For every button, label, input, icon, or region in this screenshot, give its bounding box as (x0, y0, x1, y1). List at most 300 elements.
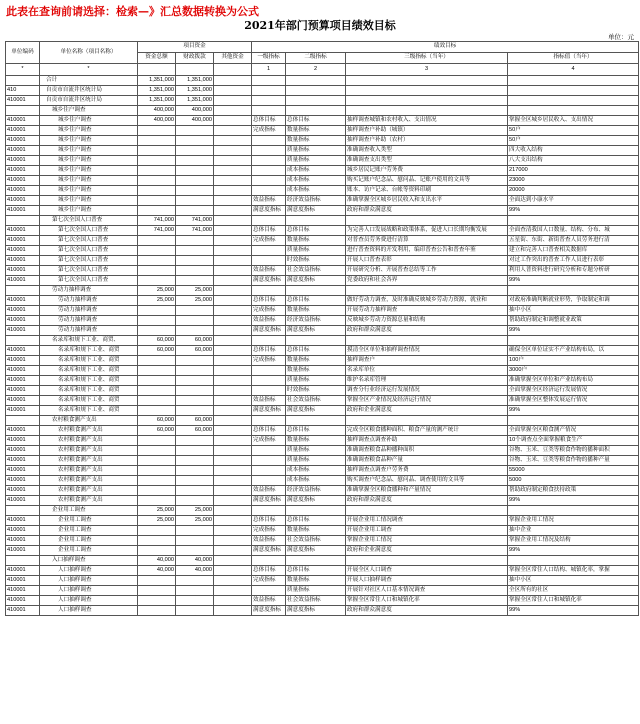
cell-value (508, 86, 639, 96)
cell-level1 (252, 366, 286, 376)
cell-unit-code (6, 506, 40, 516)
cell-unit-code: 410001 (6, 246, 40, 256)
cell-value: 抽中小区 (508, 576, 639, 586)
cell-total-funds (138, 536, 176, 546)
cell-fiscal (176, 536, 214, 546)
cell-other (214, 456, 252, 466)
cell-level2: 质量指标 (286, 246, 346, 256)
cell-unit-code: 410001 (6, 466, 40, 476)
cell-level2: 经济效益指标 (286, 196, 346, 206)
cell-unit-code: 410001 (6, 586, 40, 596)
table-row (6, 556, 639, 566)
cell-level3: 摸清全区单位和抽样调查情况 (346, 346, 508, 356)
cell-level3: 进行普查资料的开发利用，编印普查公告和普查年鉴 (346, 246, 508, 256)
cell-other (214, 326, 252, 336)
cell-value: 利用人普资料进行研究分析和专题分析研 (508, 266, 639, 276)
cell-fiscal (176, 476, 214, 486)
table-row (6, 316, 639, 326)
cell-level1 (252, 136, 286, 146)
cell-unit-name: 城乡住户调查 (40, 136, 138, 146)
cell-unit-code: 410001 (6, 486, 40, 496)
header-level2: 二级指标 (286, 53, 346, 64)
cell-unit-code: 410001 (6, 186, 40, 196)
cell-level1 (252, 286, 286, 296)
table-row (6, 576, 639, 586)
cell-unit-name: 农村粮食测产支出 (40, 446, 138, 456)
cell-other (214, 216, 252, 226)
cell-level1: 效益指标 (252, 196, 286, 206)
cell-unit-code: 410001 (6, 426, 40, 436)
colnum-1: 1 (252, 64, 286, 76)
cell-total-funds (138, 396, 176, 406)
colnum-blank (214, 64, 252, 76)
cell-value: 四大收入结构 (508, 146, 639, 156)
cell-unit-code: 410001 (6, 596, 40, 606)
cell-level2 (286, 506, 346, 516)
cell-unit-code: 410001 (6, 436, 40, 446)
table-row (6, 426, 639, 436)
cell-unit-name: 人口抽样调查 (40, 566, 138, 576)
cell-value: 55000 (508, 466, 639, 476)
cell-other (214, 246, 252, 256)
cell-level2: 社会效益指标 (286, 396, 346, 406)
cell-other (214, 416, 252, 426)
cell-fiscal: 40,000 (176, 556, 214, 566)
cell-value: 217000 (508, 166, 639, 176)
cell-level1 (252, 76, 286, 86)
cell-value: 准确掌握全区单位和产业结构布局 (508, 376, 639, 386)
table-row (6, 136, 639, 146)
cell-unit-name: 劳动力抽样调查 (40, 296, 138, 306)
cell-level1 (252, 556, 286, 566)
colnum-star: * (40, 64, 138, 76)
cell-unit-name: 企业用工调查 (40, 516, 138, 526)
cell-unit-code (6, 336, 40, 346)
cell-level2: 数量指标 (286, 366, 346, 376)
cell-level2: 满意度指标 (286, 406, 346, 416)
header-level1: 一级指标 (252, 53, 286, 64)
cell-unit-name: 城乡住户调查 (40, 166, 138, 176)
cell-unit-name: 城乡住户调查 (40, 186, 138, 196)
table-row (6, 446, 639, 456)
cell-total-funds (138, 546, 176, 556)
cell-value (508, 556, 639, 566)
cell-other (214, 86, 252, 96)
cell-value: 对过工作突出的普查工作人员进行表彰 (508, 256, 639, 266)
cell-total-funds: 741,000 (138, 226, 176, 236)
cell-unit-code: 410001 (6, 266, 40, 276)
cell-unit-name: 合计 (40, 76, 138, 86)
table-row (6, 476, 639, 486)
cell-unit-name: 农村粮食测产支出 (40, 426, 138, 436)
cell-other (214, 316, 252, 326)
cell-level3: 准确调查粮食品种播种面积 (346, 446, 508, 456)
cell-value: 谷物、玉米、豆类等粮食作物的播种产量 (508, 456, 639, 466)
cell-level3 (346, 506, 508, 516)
cell-unit-code: 410001 (6, 446, 40, 456)
cell-unit-name: 第七次全国人口普查 (40, 266, 138, 276)
cell-other (214, 376, 252, 386)
table-row (6, 256, 639, 266)
cell-level3: 抽样调查户 (346, 356, 508, 366)
cell-unit-name: 劳动力抽样调查 (40, 286, 138, 296)
cell-fiscal (176, 186, 214, 196)
cell-level3: 做好劳动力调查，及时准确反映城乡劳动力资源，就业和 (346, 296, 508, 306)
cell-level1 (252, 476, 286, 486)
colnum-star: * (6, 64, 40, 76)
cell-other (214, 336, 252, 346)
cell-unit-name: 农村粮食测产支出 (40, 496, 138, 506)
table-row (6, 516, 639, 526)
cell-total-funds (138, 486, 176, 496)
cell-fiscal (176, 486, 214, 496)
cell-fiscal (176, 126, 214, 136)
cell-total-funds (138, 146, 176, 156)
cell-fiscal: 400,000 (176, 116, 214, 126)
cell-other (214, 156, 252, 166)
cell-level1: 总体目标 (252, 426, 286, 436)
cell-level3: 准确掌握全区城乡居民收入和支出水平 (346, 196, 508, 206)
cell-level1: 总体目标 (252, 516, 286, 526)
cell-total-funds: 741,000 (138, 216, 176, 226)
table-row (6, 216, 639, 226)
cell-level3: 开展研究分析、开展普查总结等工作 (346, 266, 508, 276)
cell-other (214, 356, 252, 366)
cell-level1 (252, 186, 286, 196)
table-row (6, 346, 639, 356)
cell-level3: 反映城乡劳动力资源总量和结构 (346, 316, 508, 326)
table-row (6, 396, 639, 406)
cell-value (508, 76, 639, 86)
cell-unit-code: 410001 (6, 386, 40, 396)
cell-level3: 开展人口普查表彰 (346, 256, 508, 266)
cell-level2: 总体目标 (286, 296, 346, 306)
cell-level3: 政府和群众满意度 (346, 606, 508, 616)
table-row (6, 606, 639, 616)
cell-unit-name: 企业用工调查 (40, 506, 138, 516)
cell-level2: 满意度指标 (286, 606, 346, 616)
cell-value: 建立和完善人口普查相关数据库 (508, 246, 639, 256)
cell-level3: 抽样调查点调查户劳务费 (346, 466, 508, 476)
cell-level2: 数量指标 (286, 306, 346, 316)
cell-total-funds (138, 156, 176, 166)
cell-level3: 为完善人口发展战略和政策体系，促进人口长期均衡发展 (346, 226, 508, 236)
cell-value: 5000 (508, 476, 639, 486)
cell-other (214, 566, 252, 576)
cell-unit-name: 农村粮食测产支出 (40, 476, 138, 486)
cell-total-funds: 400,000 (138, 106, 176, 116)
cell-fiscal (176, 466, 214, 476)
cell-unit-name: 人口抽样调查 (40, 596, 138, 606)
cell-level2: 满意度指标 (286, 206, 346, 216)
cell-value: 99% (508, 276, 639, 286)
cell-unit-name: 企业用工调查 (40, 546, 138, 556)
cell-total-funds (138, 306, 176, 316)
cell-unit-name: 名录库和规下工业、商贸 (40, 406, 138, 416)
cell-total-funds (138, 466, 176, 476)
cell-fiscal: 25,000 (176, 296, 214, 306)
cell-other (214, 346, 252, 356)
cell-level1: 满意度指标 (252, 406, 286, 416)
cell-value: 掌握企业用工情况 (508, 516, 639, 526)
cell-level3: 政府和群众满意度 (346, 326, 508, 336)
table-row (6, 116, 639, 126)
colnum-2: 2 (286, 64, 346, 76)
cell-level3: 政府和群众满意度 (346, 206, 508, 216)
cell-unit-code: 410001 (6, 136, 40, 146)
cell-other (214, 536, 252, 546)
cell-level1 (252, 156, 286, 166)
cell-level1 (252, 376, 286, 386)
cell-level3 (346, 96, 508, 106)
cell-other (214, 106, 252, 116)
cell-other (214, 236, 252, 246)
cell-level1 (252, 216, 286, 226)
cell-level2: 满意度指标 (286, 496, 346, 506)
table-body (6, 76, 639, 616)
cell-total-funds (138, 196, 176, 206)
cell-level3: 开展企业用工情况调查 (346, 516, 508, 526)
cell-level3 (346, 76, 508, 86)
cell-unit-name: 第七次全国人口普查 (40, 216, 138, 226)
cell-level3: 政府和企业满意度 (346, 406, 508, 416)
cell-level2: 满意度指标 (286, 546, 346, 556)
cell-value: 全面掌握全区经济运行发展情况 (508, 386, 639, 396)
cell-level2: 成本指标 (286, 166, 346, 176)
cell-unit-code: 410001 (6, 306, 40, 316)
cell-value: 99% (508, 496, 639, 506)
cell-total-funds (138, 256, 176, 266)
cell-total-funds (138, 446, 176, 456)
cell-level3: 准确调查收入类型 (346, 146, 508, 156)
cell-unit-code: 410001 (6, 96, 40, 106)
cell-level1: 效益指标 (252, 266, 286, 276)
cell-level1: 总体目标 (252, 346, 286, 356)
cell-fiscal: 400,000 (176, 106, 214, 116)
cell-fiscal (176, 576, 214, 586)
cell-level2: 数量指标 (286, 576, 346, 586)
cell-other (214, 466, 252, 476)
cell-total-funds: 25,000 (138, 286, 176, 296)
cell-total-funds: 25,000 (138, 516, 176, 526)
cell-level2: 社会效益指标 (286, 536, 346, 546)
cell-unit-name: 劳动力抽样调查 (40, 316, 138, 326)
cell-total-funds (138, 386, 176, 396)
table-row (6, 296, 639, 306)
cell-unit-code: 410001 (6, 576, 40, 586)
cell-unit-name: 第七次全国人口普查 (40, 236, 138, 246)
cell-level1 (252, 386, 286, 396)
cell-fiscal: 60,000 (176, 336, 214, 346)
cell-unit-code: 410 (6, 86, 40, 96)
cell-value: 对政府准确判断就业形势，争取制定和调 (508, 296, 639, 306)
cell-level2 (286, 556, 346, 566)
cell-total-funds (138, 236, 176, 246)
cell-unit-name: 名录库和规下工业、商贸 (40, 386, 138, 396)
cell-level2: 总体目标 (286, 116, 346, 126)
cell-value: 帮助政府制定和调整就业政策 (508, 316, 639, 326)
cell-other (214, 406, 252, 416)
cell-level1: 效益指标 (252, 486, 286, 496)
cell-level1: 总体目标 (252, 296, 286, 306)
cell-fiscal: 25,000 (176, 286, 214, 296)
cell-level1 (252, 586, 286, 596)
cell-unit-name: 农村粮食测产支出 (40, 416, 138, 426)
colnum-3: 3 (346, 64, 508, 76)
cell-other (214, 576, 252, 586)
table-row (6, 226, 639, 236)
cell-value: 确保全区单位证实不产业结构布局，以 (508, 346, 639, 356)
cell-unit-code: 410001 (6, 366, 40, 376)
table-row (6, 376, 639, 386)
cell-fiscal (176, 606, 214, 616)
cell-fiscal (176, 156, 214, 166)
cell-level3: 开展全区人口调查 (346, 566, 508, 576)
cell-value: 掌握全区城乡居民收入、支出情况 (508, 116, 639, 126)
cell-level1: 完成指标 (252, 306, 286, 316)
cell-level2 (286, 96, 346, 106)
cell-level3: 账本、访户记录、台帐等资料印刷 (346, 186, 508, 196)
cell-level3 (346, 86, 508, 96)
cell-fiscal (176, 316, 214, 326)
cell-total-funds: 40,000 (138, 566, 176, 576)
cell-other (214, 276, 252, 286)
unit-label: 单位：元 (608, 34, 634, 41)
cell-unit-name: 城乡住户调查 (40, 196, 138, 206)
cell-level2: 质量指标 (286, 586, 346, 596)
cell-level1 (252, 176, 286, 186)
cell-unit-code: 410001 (6, 516, 40, 526)
cell-other (214, 186, 252, 196)
cell-value: 八大支出结构 (508, 156, 639, 166)
cell-total-funds (138, 136, 176, 146)
cell-value: 谷物、玉米、豆类等粮食作物的播种面积 (508, 446, 639, 456)
cell-unit-name: 城乡住户调查 (40, 206, 138, 216)
cell-other (214, 586, 252, 596)
cell-level1: 效益指标 (252, 316, 286, 326)
cell-unit-code: 410001 (6, 236, 40, 246)
cell-other (214, 226, 252, 236)
cell-unit-code (6, 416, 40, 426)
cell-unit-code: 410001 (6, 566, 40, 576)
table-row (6, 96, 639, 106)
cell-unit-name: 名录库和规下工业、商贸、 (40, 336, 138, 346)
table-row (6, 196, 639, 206)
table-row (6, 336, 639, 346)
cell-other (214, 126, 252, 136)
table-row (6, 166, 639, 176)
cell-unit-name: 名录库和规下工业、商贸 (40, 346, 138, 356)
cell-fiscal (176, 526, 214, 536)
cell-total-funds (138, 316, 176, 326)
table-row (6, 466, 639, 476)
cell-level2 (286, 336, 346, 346)
table-row (6, 566, 639, 576)
table-row (6, 176, 639, 186)
cell-fiscal (176, 586, 214, 596)
header-unit-code: 单位编码 (6, 42, 40, 64)
cell-level1: 满意度指标 (252, 496, 286, 506)
cell-value: 掌握全区常住人口和城镇化率 (508, 596, 639, 606)
cell-value (508, 106, 639, 116)
cell-level2: 总体目标 (286, 516, 346, 526)
cell-other (214, 396, 252, 406)
cell-level1: 完成指标 (252, 526, 286, 536)
cell-unit-code: 410001 (6, 226, 40, 236)
cell-unit-code (6, 556, 40, 566)
cell-value: 全区所有的社区 (508, 586, 639, 596)
cell-value (508, 96, 639, 106)
cell-value: 抽中企业 (508, 526, 639, 536)
cell-value: 100户 (508, 356, 639, 366)
cell-level3: 开展针对社区人口基本情况调查 (346, 586, 508, 596)
cell-fiscal (176, 546, 214, 556)
cell-unit-name: 城乡住户调查 (40, 126, 138, 136)
cell-fiscal (176, 266, 214, 276)
cell-value: 99% (508, 606, 639, 616)
cell-unit-code: 410001 (6, 256, 40, 266)
cell-total-funds (138, 526, 176, 536)
cell-unit-code: 410001 (6, 166, 40, 176)
cell-unit-name: 名录库和规下工业、商贸 (40, 366, 138, 376)
table-row (6, 596, 639, 606)
cell-level3 (346, 556, 508, 566)
cell-unit-name: 第七次全国人口普查 (40, 256, 138, 266)
cell-level1 (252, 416, 286, 426)
cell-total-funds (138, 586, 176, 596)
cell-other (214, 506, 252, 516)
cell-level2 (286, 76, 346, 86)
cell-value: 99% (508, 206, 639, 216)
table-row (6, 536, 639, 546)
cell-fiscal (176, 246, 214, 256)
cell-level2: 总体目标 (286, 226, 346, 236)
table-row (6, 496, 639, 506)
cell-level3 (346, 106, 508, 116)
cell-total-funds (138, 276, 176, 286)
cell-level2: 满意度指标 (286, 276, 346, 286)
cell-level2: 时效指标 (286, 386, 346, 396)
cell-other (214, 136, 252, 146)
cell-level1: 总体目标 (252, 116, 286, 126)
cell-unit-name: 劳动力抽样调查 (40, 306, 138, 316)
cell-level3 (346, 286, 508, 296)
table-row (6, 286, 639, 296)
cell-level3: 掌握全区常住人口和城镇化率 (346, 596, 508, 606)
cell-level2: 数量指标 (286, 236, 346, 246)
cell-value: 掌握企业用工情况及结构 (508, 536, 639, 546)
cell-unit-name: 人口抽样调查 (40, 606, 138, 616)
cell-unit-name: 入口抽样调查 (40, 556, 138, 566)
cell-total-funds (138, 496, 176, 506)
cell-level3: 政府和企业满意度 (346, 546, 508, 556)
cell-fiscal: 60,000 (176, 346, 214, 356)
cell-unit-code: 410001 (6, 526, 40, 536)
cell-unit-name: 农村粮食测产支出 (40, 436, 138, 446)
table-row (6, 306, 639, 316)
cell-fiscal (176, 596, 214, 606)
cell-value: 50户 (508, 136, 639, 146)
cell-level3: 维护名录库管理 (346, 376, 508, 386)
cell-value: 99% (508, 326, 639, 336)
cell-level2: 成本指标 (286, 466, 346, 476)
cell-level1 (252, 466, 286, 476)
cell-level2: 总体目标 (286, 426, 346, 436)
colnum-blank (138, 64, 176, 76)
cell-unit-code: 410001 (6, 276, 40, 286)
cell-level1: 总体目标 (252, 226, 286, 236)
cell-total-funds: 1,351,000 (138, 96, 176, 106)
